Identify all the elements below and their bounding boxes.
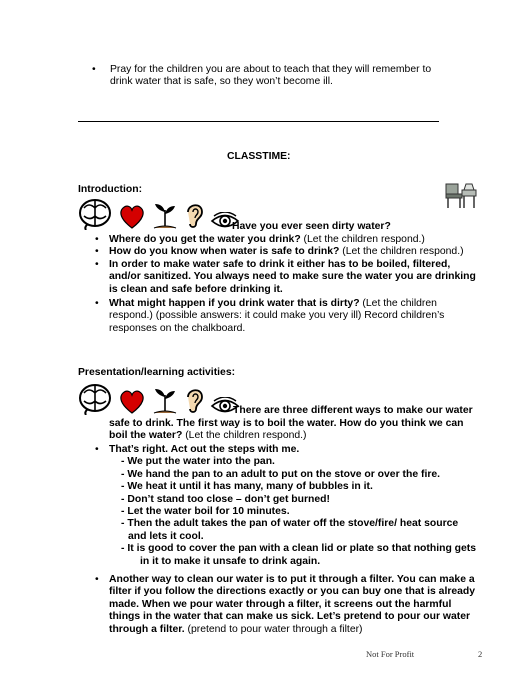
list-item	[95, 234, 509, 246]
filter-line-4: things in the water that can make us sick. Let’s pretend to pour our water	[109, 611, 471, 623]
step-item: - It is good to cover the pan with a clean lid or plate so that nothing gets	[121, 543, 477, 555]
intro-b3-line-1: In order to make water safe to drink it either has to be boiled, filtered,	[109, 258, 451, 270]
brain-icon	[78, 383, 114, 415]
intro-b4-question: What might happen if you drink water that is dirty?	[109, 298, 360, 310]
filter-line-5a: through a filter.	[109, 623, 185, 635]
prayer-line-1: Pray for the children you are about to teach that they will remember to	[110, 64, 432, 75]
intro-b2-note: (Let the children respond.)	[339, 246, 464, 258]
intro-b4-line-3: responses on the chalkboard.	[109, 322, 246, 334]
filter-line-1: Another way to clean our water is to put it through a filter. You can make a	[109, 574, 475, 585]
intro-icon-row	[78, 198, 240, 230]
list-item	[95, 258, 509, 296]
bullet: •	[95, 574, 99, 585]
classtime-title: CLASSTIME:	[227, 151, 291, 162]
list-item	[95, 574, 519, 636]
bullet: •	[92, 64, 96, 75]
steps-block	[95, 444, 509, 568]
footer-note: Not For Profit	[366, 649, 415, 659]
bullet: •	[95, 258, 99, 270]
step-item: in it to make it unsafe to drink again.	[140, 555, 321, 567]
list-item	[95, 444, 509, 456]
heart-icon	[118, 389, 146, 415]
bullet: •	[95, 298, 99, 310]
list-item	[95, 298, 509, 335]
bullet: •	[95, 246, 99, 258]
step-item: - We heat it until it has many, many of bubbles in it.	[121, 481, 373, 493]
intro-b4-note: (Let the children	[359, 298, 437, 310]
filter-line-5b: (pretend to pour water through a filter)	[184, 623, 363, 635]
intro-b2-question: How do you know when water is safe to drink?	[109, 246, 340, 258]
thats-right-line: That’s right. Act out the steps with me.	[109, 444, 300, 455]
intro-b1-note: (Let the children respond.)	[300, 234, 425, 245]
step-item: - Don’t stand too close – don’t get burned!	[121, 493, 330, 505]
filter-line-3: made. When we pour water through a filter, it screens out the harmful	[109, 598, 452, 610]
intro-bullets	[95, 234, 509, 335]
presentation-heading: Presentation/learning activities:	[78, 367, 236, 378]
sprout-icon	[150, 385, 180, 415]
section-divider	[78, 121, 439, 122]
presentation-line-1: There are three different ways to make our water	[233, 405, 473, 416]
page-number: 2	[478, 649, 483, 659]
intro-b3-line-3: is clean and safe before drinking it.	[109, 283, 283, 295]
sprout-icon	[150, 200, 180, 230]
presentation-line-2: safe to drink. The first way is to boil the water. How do you think we can	[109, 418, 464, 429]
prayer-line-2: drink water that is safe, so they won’t become ill.	[110, 76, 333, 88]
step-item: and lets it cool.	[128, 530, 204, 542]
heart-icon	[118, 204, 146, 230]
step-item: - We put the water into the pan.	[121, 456, 275, 468]
brain-icon	[78, 198, 114, 230]
ear-icon	[184, 385, 206, 415]
filter-line-2: filter if you follow the directions exactly or you can buy one that is already	[109, 586, 476, 598]
filter-block	[95, 574, 519, 636]
ear-icon	[184, 200, 206, 230]
introduction-heading: Introduction:	[78, 184, 143, 195]
step-item: - Then the adult takes the pan of water off the stove/fire/ heat source	[121, 518, 459, 530]
boil-steps	[121, 456, 509, 568]
presentation-icon-row	[78, 383, 240, 415]
intro-b4-line-2: respond.) (possible answers: it could make you very ill) Record children’s	[109, 310, 445, 322]
presentation-intro	[109, 418, 509, 443]
intro-question: Have you ever seen dirty water?	[232, 221, 391, 232]
bullet: •	[95, 234, 99, 245]
presentation-line-3b: (Let the children respond.)	[182, 430, 307, 442]
step-item: - We hand the pan to an adult to put on the stove or over the fire.	[121, 468, 441, 480]
presentation-line-3a: boil the water?	[109, 430, 183, 442]
intro-b3-line-2: and/or sanitized. You always need to make sure the water you are drinking	[109, 271, 476, 283]
list-item	[95, 246, 509, 258]
step-item: - Let the water boil for 10 minutes.	[121, 506, 290, 518]
desk-icon	[444, 180, 478, 210]
intro-b1-question: Where do you get the water you drink?	[109, 234, 301, 245]
bullet: •	[95, 444, 99, 455]
